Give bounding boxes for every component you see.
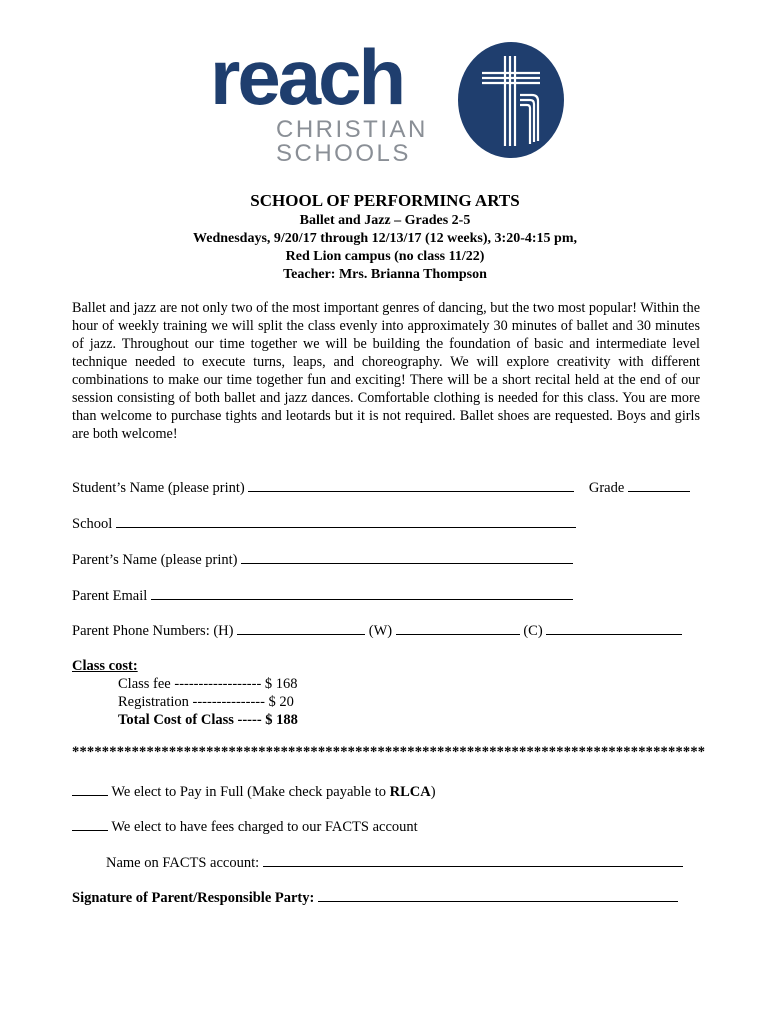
facts-name-row <box>106 854 683 872</box>
pay-full-payee: RLCA <box>389 784 431 800</box>
phone-home-field[interactable] <box>237 622 365 635</box>
parent-name-field[interactable] <box>241 551 573 564</box>
signature-row <box>72 889 678 907</box>
phone-cell-field[interactable] <box>546 622 682 635</box>
class-fee: Class fee ------------------ $ 168 <box>118 676 298 692</box>
school-field[interactable] <box>116 515 576 528</box>
pay-full-label: We elect to Pay in Full (Make check payable to <box>111 784 390 800</box>
phone-row <box>72 622 682 640</box>
facts-name-label: Name on FACTS account: <box>106 855 260 871</box>
cross-seal-icon <box>456 40 566 160</box>
pay-full-row <box>72 783 436 801</box>
signature-field[interactable] <box>318 889 678 902</box>
student-name-field[interactable] <box>248 479 574 492</box>
parent-name-row <box>72 551 573 569</box>
student-name-row <box>72 479 690 497</box>
parent-email-row <box>72 587 573 605</box>
course-teacher: Teacher: Mrs. Brianna Thompson <box>283 267 487 282</box>
registration-fee: Registration --------------- $ 20 <box>118 694 294 710</box>
student-name-label: Student’s Name (please print) <box>72 480 245 496</box>
course-name: Ballet and Jazz – Grades 2-5 <box>299 213 471 228</box>
page-title: SCHOOL OF PERFORMING ARTS <box>250 191 520 210</box>
school-label: School <box>72 516 113 532</box>
phone-work-label: (W) <box>368 623 393 639</box>
total-cost: Total Cost of Class ----- $ 188 <box>118 712 298 728</box>
facts-name-field[interactable] <box>263 854 683 867</box>
parent-name-label: Parent’s Name (please print) <box>72 552 238 568</box>
phone-cell-label: (C) <box>523 623 543 639</box>
intro-paragraph: Ballet and jazz are not only two of the most important genres of dancing, but the two most popular! Within the hour of weekly training we will split the class evenly into approximately 30 minutes of ballet and 30 minutes of jazz. Throughout our time together we will be building the foundation of basic and intermediate level technique needed to execute turns, leaps, and choreography. We will explore creativity with different combinations to make our time together fun and exciting! There will be a short recital held at the end of our session consisting of both ballet and jazz dances. Comfortable clothing is needed for this class. You are more than welcome to purchase tights and leotards but it is not required. Ballet shoes are requested. Boys and girls are both welcome! <box>72 300 700 442</box>
logo-line-schools: SCHOOLS <box>276 140 411 167</box>
school-logo <box>210 33 568 170</box>
course-schedule: Wednesdays, 9/20/17 through 12/13/17 (12 weeks), 3:20-4:15 pm, <box>193 231 577 246</box>
phone-home-label: Parent Phone Numbers: (H) <box>72 623 234 639</box>
class-cost-title: Class cost: <box>72 658 138 674</box>
facts-row <box>72 818 418 836</box>
logo-wordmark: reach <box>210 33 404 121</box>
school-row <box>72 515 576 533</box>
signature-label: Signature of Parent/Responsible Party: <box>72 890 315 906</box>
pay-full-checkline[interactable] <box>72 783 108 796</box>
parent-email-field[interactable] <box>151 587 573 600</box>
facts-checkline[interactable] <box>72 818 108 831</box>
grade-label: Grade <box>588 480 625 496</box>
phone-work-field[interactable] <box>396 622 520 635</box>
facts-label: We elect to have fees charged to our FACTS account <box>111 819 418 835</box>
separator: ************************************************************************************* <box>72 744 706 760</box>
pay-full-close: ) <box>430 784 436 800</box>
course-location: Red Lion campus (no class 11/22) <box>285 249 485 264</box>
logo-line-christian: CHRISTIAN <box>276 116 428 143</box>
grade-field[interactable] <box>628 479 690 492</box>
parent-email-label: Parent Email <box>72 588 148 604</box>
